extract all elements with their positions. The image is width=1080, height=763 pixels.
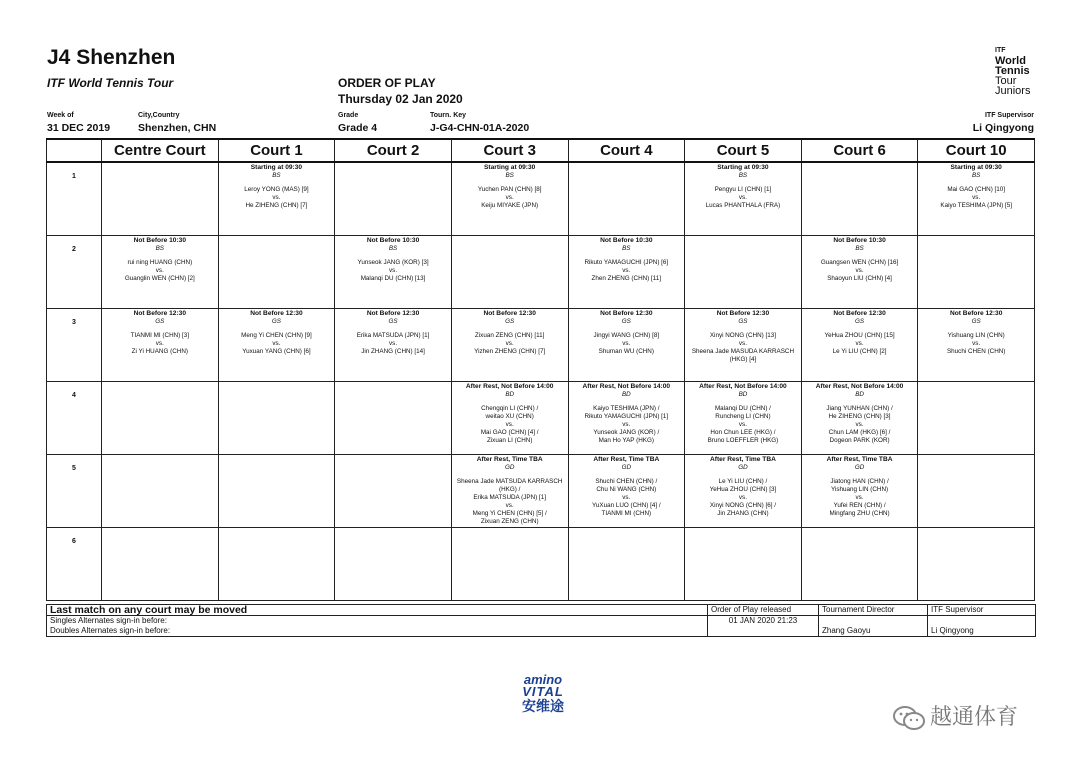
event-code: GS [621, 317, 631, 325]
player-name: Chun LAM (HKG) [6] / [828, 428, 891, 436]
player-name: TIANMI MI (CHN) [601, 509, 652, 517]
week-label: Week of [47, 112, 74, 119]
row-number: 4 [47, 381, 102, 454]
grade-label: Grade [338, 112, 359, 119]
match-cell [568, 454, 685, 527]
versus-label: vs. [622, 339, 631, 347]
player-name: Shaoyun LIU (CHN) [4] [827, 274, 892, 282]
event-code: GD [504, 463, 515, 471]
empty-slot [918, 235, 1035, 308]
player-name: Erika MATSUDA (JPN) [1] [356, 331, 430, 339]
row-number: 3 [47, 308, 102, 381]
match-start-time: Starting at 09:30 [250, 164, 303, 171]
player-name: Sheena Jade MATSUDA KARRASCH (HKG) / [456, 477, 563, 493]
event-code: BD [738, 390, 748, 398]
versus-label: vs. [738, 493, 747, 501]
match-start-time: After Rest, Time TBA [593, 455, 660, 463]
match-cell [102, 235, 219, 308]
versus-label: vs. [505, 339, 514, 347]
match-start-time: Not Before 10:30 [133, 236, 187, 244]
empty-slot [918, 381, 1035, 454]
player-name: Rikuto YAMAGUCHI (JPN) [6] [584, 258, 669, 266]
event-code: BS [622, 244, 631, 252]
match-cell [451, 454, 568, 527]
versus-label: vs. [272, 339, 281, 347]
player-name: Jin ZHANG (CHN) [717, 509, 769, 517]
match-cell [685, 454, 802, 527]
match-cell [335, 308, 452, 381]
court-header: Centre Court [102, 139, 219, 162]
match-cell [451, 381, 568, 454]
event-code: GD [621, 463, 632, 471]
order-of-play-table [46, 138, 1035, 601]
versus-label: vs. [505, 420, 514, 428]
empty-slot [918, 454, 1035, 527]
tournament-key-value: J-G4-CHN-01A-2020 [430, 122, 530, 134]
match-start-time: Not Before 12:30 [133, 309, 187, 317]
empty-slot [451, 235, 568, 308]
row-number: 1 [47, 162, 102, 235]
versus-label: vs. [389, 339, 398, 347]
match-cell [918, 162, 1035, 235]
itf-supervisor-label: ITF Supervisor [928, 605, 1036, 616]
player-name: Shuman WU (CHN) [598, 347, 654, 355]
schedule-row [47, 308, 1035, 381]
event-code: BS [388, 244, 398, 252]
player-name: Guanglin WEN (CHN) [2] [124, 274, 195, 282]
empty-slot [335, 527, 452, 600]
player-name: He ZIHENG (CHN) [7] [245, 202, 308, 209]
match-start-time: Starting at 09:30 [950, 164, 1002, 171]
empty-slot [218, 381, 335, 454]
event-code: GS [505, 317, 515, 325]
empty-slot [102, 381, 219, 454]
match-cell [801, 308, 918, 381]
player-name: Kaiyo TESHIMA (JPN) / [593, 404, 660, 412]
empty-slot [451, 527, 568, 600]
empty-slot [335, 454, 452, 527]
player-name: Le Yi LIU (CHN) [2] [832, 347, 887, 355]
footer-table [46, 604, 1036, 637]
empty-slot [801, 527, 918, 600]
match-cell [568, 235, 685, 308]
city-value: Shenzhen, CHN [138, 122, 217, 134]
match-start-time: Not Before 12:30 [250, 309, 303, 317]
row-number: 5 [47, 454, 102, 527]
player-name: Runcheng LI (CHN) [715, 412, 771, 420]
schedule-row [47, 381, 1035, 454]
player-name: YeHua ZHOU (CHN) [3] [709, 485, 777, 493]
empty-slot [685, 527, 802, 600]
match-start-time: After Rest, Time TBA [710, 455, 776, 463]
empty-slot [335, 381, 452, 454]
court-header-row [47, 139, 1035, 162]
player-name: Kaiyo TESHIMA (JPN) [5] [940, 202, 1012, 209]
player-name: Hon Chun LEE (HKG) / [710, 428, 776, 436]
watermark [892, 700, 1018, 731]
event-code: BS [738, 172, 748, 179]
player-name: Zhen ZHENG (CHN) [11] [591, 274, 662, 282]
supervisor-value: Li Qingyong [972, 122, 1034, 134]
player-name: weitao XU (CHN) [485, 412, 534, 420]
player-name: Xinyi NONG (CHN) [13] [709, 331, 776, 339]
event-code: GS [738, 317, 748, 325]
player-name: Man Ho YAP (HKG) [598, 436, 654, 444]
versus-label: vs. [738, 420, 747, 428]
player-name: Guangsen WEN (CHN) [16] [820, 258, 899, 266]
empty-slot [218, 454, 335, 527]
match-start-time: Not Before 12:30 [366, 309, 420, 317]
player-name: He ZIHENG (CHN) [3] [828, 412, 891, 420]
court-header: Court 4 [568, 139, 685, 162]
released-value: 01 JAN 2020 21:23 [708, 616, 819, 627]
match-start-time: Starting at 09:30 [484, 164, 536, 171]
court-header: Court 10 [918, 139, 1035, 162]
empty-slot [102, 162, 219, 235]
player-name: Rikuto YAMAGUCHI (JPN) [1] [584, 412, 669, 420]
player-name: Yunseok JANG (KOR) / [593, 428, 660, 436]
event-code: GS [388, 317, 398, 325]
court-header: Court 6 [801, 139, 918, 162]
event-code: BS [971, 172, 981, 179]
event-code: BS [505, 172, 514, 179]
player-name: Zixuan LI (CHN) [486, 436, 533, 444]
player-name: Meng Yi CHEN (CHN) [5] / [472, 509, 547, 517]
empty-slot [568, 162, 685, 235]
page-subtitle: ITF World Tennis Tour [47, 76, 174, 90]
player-name: Xinyi NONG (CHN) [6] / [709, 501, 776, 509]
match-start-time: After Rest, Time TBA [476, 455, 543, 463]
match-cell [685, 162, 802, 235]
event-code: GD [854, 463, 865, 471]
player-name: Zi Yi HUANG (CHN) [131, 347, 188, 355]
match-cell [218, 308, 335, 381]
versus-label: vs. [622, 420, 631, 428]
page-title: J4 Shenzhen [47, 46, 176, 69]
versus-label: vs. [272, 194, 281, 201]
player-name: Chengqin LI (CHN) / [481, 404, 539, 412]
match-start-time: After Rest, Not Before 14:00 [815, 382, 904, 390]
match-cell [568, 381, 685, 454]
player-name: Jiatong HAN (CHN) / [830, 477, 889, 485]
player-name: Meng Yi CHEN (CHN) [9] [241, 331, 312, 339]
versus-label: vs. [972, 339, 981, 347]
versus-label: vs. [855, 266, 864, 274]
match-cell [801, 235, 918, 308]
player-name: Shuchi CHEN (CHN) [946, 347, 1006, 355]
watermark-text: 越通体育 [930, 704, 1019, 729]
match-cell [801, 381, 918, 454]
order-of-play-title: ORDER OF PLAY [338, 76, 436, 90]
schedule-row [47, 454, 1035, 527]
event-code: BS [155, 244, 165, 252]
last-match-note: Last match on any court may be moved [47, 605, 708, 616]
player-name: Yufei REN (CHN) / [833, 501, 886, 509]
match-cell [451, 308, 568, 381]
versus-label: vs. [738, 194, 747, 201]
event-code: BD [621, 390, 631, 398]
empty-slot [685, 235, 802, 308]
versus-label: vs. [972, 194, 981, 201]
player-name: Jin ZHANG (CHN) [14] [361, 347, 425, 355]
event-code: GS [855, 317, 865, 325]
match-cell [685, 308, 802, 381]
player-name: Lucas PHANTHALA (FRA) [705, 202, 781, 209]
tournament-key-label: Tourn. Key [430, 112, 467, 119]
match-start-time: Not Before 12:30 [949, 309, 1003, 317]
empty-slot [218, 527, 335, 600]
match-cell [801, 454, 918, 527]
player-name: Sheena Jade MASUDA KARRASCH (HKG) [4] [691, 347, 795, 363]
event-code: BS [855, 244, 864, 252]
chat-bubbles-icon [892, 705, 926, 731]
player-name: Jingyi WANG (CHN) [8] [593, 331, 660, 339]
empty-slot [218, 235, 335, 308]
doubles-alternates: Doubles Alternates sign-in before: [47, 626, 708, 637]
player-name: Zixuan ZENG (CHN) [480, 517, 539, 525]
empty-slot [102, 527, 219, 600]
versus-label: vs. [389, 266, 398, 274]
empty-slot [102, 454, 219, 527]
grade-value: Grade 4 [338, 122, 378, 134]
row-number-header [47, 139, 102, 162]
versus-label: vs. [855, 493, 864, 501]
versus-label: vs. [155, 266, 164, 274]
player-name: Yunseok JANG (KOR) [3] [357, 258, 429, 266]
released-label: Order of Play released [708, 605, 819, 616]
match-start-time: Not Before 10:30 [833, 236, 886, 244]
match-cell [218, 162, 335, 235]
player-name: Chu Ni WANG (CHN) [596, 485, 657, 493]
event-code: BS [272, 172, 281, 179]
player-name: Jiang YUNHAN (CHN) / [826, 404, 893, 412]
week-value: 31 DEC 2019 [47, 122, 111, 134]
match-start-time: After Rest, Not Before 14:00 [699, 382, 787, 390]
match-cell [102, 308, 219, 381]
event-code: GD [738, 463, 748, 471]
player-name: Leroy YONG (MAS) [9] [244, 186, 309, 193]
event-code: GS [155, 317, 165, 325]
match-cell [685, 381, 802, 454]
match-start-time: Not Before 10:30 [366, 236, 420, 244]
match-start-time: Not Before 10:30 [600, 236, 653, 244]
player-name: Malanqi DU (CHN) [13] [360, 274, 426, 282]
empty-slot [801, 162, 918, 235]
player-name: Mai GAO (CHN) [4] / [480, 428, 539, 436]
itf-juniors-logo: ITF World Tennis Tour Juniors [995, 47, 1031, 97]
event-code: GS [971, 317, 981, 325]
player-name: Keiju MIYAKE (JPN) [481, 202, 539, 209]
player-name: Dogeon PARK (KOR) [829, 436, 890, 444]
match-start-time: After Rest, Time TBA [826, 455, 893, 463]
supervisor-name: Li Qingyong [928, 626, 1036, 637]
match-start-time: Not Before 12:30 [600, 309, 653, 317]
player-name: YuXuan LUO (CHN) [4] / [592, 501, 661, 509]
director-label: Tournament Director [819, 605, 928, 616]
row-number: 2 [47, 235, 102, 308]
versus-label: vs. [155, 339, 164, 347]
player-name: Pengyu LI (CHN) [1] [714, 186, 772, 193]
match-start-time: After Rest, Not Before 14:00 [582, 382, 671, 390]
match-cell [335, 235, 452, 308]
player-name: YeHua ZHOU (CHN) [15] [824, 331, 895, 339]
versus-label: vs. [855, 339, 864, 347]
player-name: Yizhen ZHENG (CHN) [7] [474, 347, 546, 355]
schedule-row [47, 162, 1035, 235]
player-name: Zixuan ZENG (CHN) [11] [474, 331, 545, 339]
versus-label: vs. [622, 266, 631, 274]
versus-label: vs. [855, 420, 864, 428]
player-name: Yishuang LIN (CHN) [830, 485, 889, 493]
player-name: Yishuang LIN (CHN) [947, 331, 1005, 339]
match-cell [451, 162, 568, 235]
empty-slot [335, 162, 452, 235]
player-name: Yuchen PAN (CHN) [8] [477, 186, 542, 193]
empty-slot [568, 527, 685, 600]
schedule-row [47, 235, 1035, 308]
versus-label: vs. [505, 501, 514, 509]
event-code: BD [855, 390, 864, 398]
event-code: BD [505, 390, 515, 398]
event-code: GS [271, 317, 281, 325]
court-header: Court 5 [685, 139, 802, 162]
schedule-row [47, 527, 1035, 600]
supervisor-label: ITF Supervisor [984, 112, 1034, 119]
match-cell [568, 308, 685, 381]
city-label: City,Country [138, 112, 180, 119]
sponsor-logo: amino VITAL 安维途 [522, 672, 564, 714]
match-start-time: Not Before 12:30 [833, 309, 886, 317]
versus-label: vs. [738, 339, 747, 347]
versus-label: vs. [622, 493, 631, 501]
player-name: Shuchi CHEN (CHN) / [595, 477, 658, 485]
singles-alternates: Singles Alternates sign-in before: [47, 616, 708, 627]
empty-slot [918, 527, 1035, 600]
court-header: Court 2 [335, 139, 452, 162]
match-start-time: After Rest, Not Before 14:00 [465, 382, 554, 390]
player-name: Erika MATSUDA (JPN) [1] [473, 493, 547, 501]
player-name: Mai GAO (CHN) [10] [947, 186, 1006, 193]
player-name: Mingfang ZHU (CHN) [829, 509, 890, 517]
match-start-time: Not Before 12:30 [483, 309, 536, 317]
match-cell [918, 308, 1035, 381]
player-name: Malanqi DU (CHN) / [714, 404, 771, 412]
row-number: 6 [47, 527, 102, 600]
match-start-time: Starting at 09:30 [717, 164, 769, 171]
player-name: TIANMI MI (CHN) [3] [130, 331, 190, 339]
order-of-play-date: Thursday 02 Jan 2020 [338, 92, 463, 106]
player-name: Yuxuan YANG (CHN) [6] [242, 347, 311, 355]
player-name: Bruno LOEFFLER (HKG) [707, 436, 779, 444]
match-start-time: Not Before 12:30 [716, 309, 770, 317]
court-header: Court 3 [451, 139, 568, 162]
court-header: Court 1 [218, 139, 335, 162]
director-value: Zhang Gaoyu [819, 626, 928, 637]
player-name: Le Yi LIU (CHN) / [718, 477, 768, 485]
versus-label: vs. [505, 194, 514, 201]
player-name: rui ning HUANG (CHN) [127, 258, 193, 266]
